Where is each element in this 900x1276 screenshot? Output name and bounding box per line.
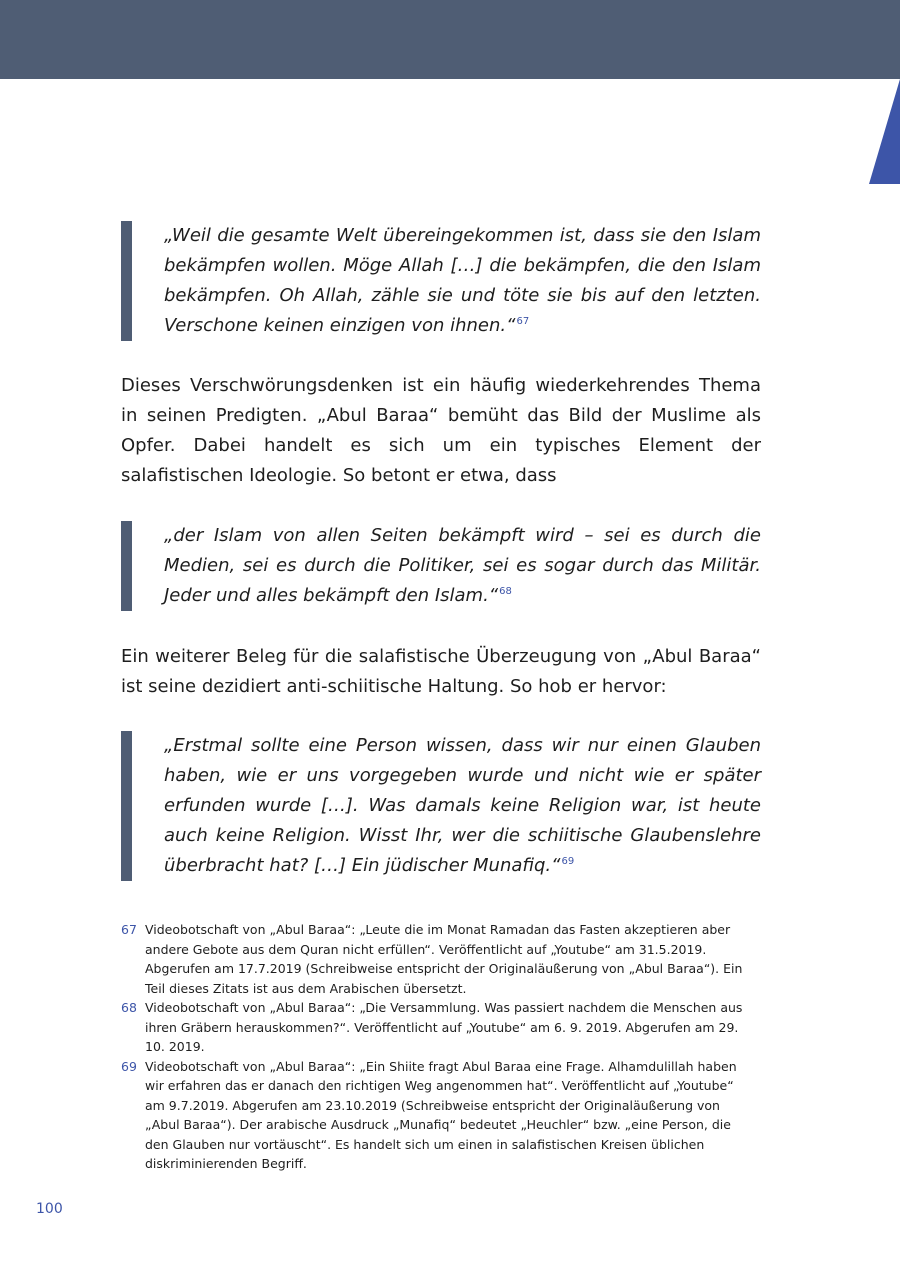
- footnote-number: 67: [121, 922, 137, 937]
- footnote-text: Videobotschaft von „Abul Baraa“: „Ein Shiite fragt Abul Baraa eine Frage. Alhamdulillah haben wir erfahren das er danach den richtigen Weg angenommen hat“. Veröffentlicht auf „Youtube“ am 9.7.2019. Abgerufen am 23.10.2019 (Schreibweise entspricht der Originaläußerung von „Abul Baraa“). Der arabische Ausdruck „Munafiq“ bedeutet „Heuchler“ bzw. „eine Person, die den Glauben nur vortäuscht“. Es handelt sich um einen in salafistischen Kreisen üblichen diskriminierenden Begriff.: [145, 1058, 737, 1171]
- blockquote-3-text: „Erstmal sollte eine Person wissen, dass wir nur einen Glauben haben, wie er uns vorgegeben wurde und nicht wie er später erfunden wurde […]. Was damals keine Religion war, ist heute auch keine Religion. Wisst Ihr, wer die schiitische Glaubenslehre überbracht hat? […] Ein jüdischer Munafiq.“: [164, 735, 761, 876]
- footnote-69: [121, 1057, 751, 1174]
- footnote-number: 69: [121, 1058, 137, 1074]
- footnote-67: [121, 920, 751, 998]
- blockquote-1: [121, 221, 761, 341]
- footnote-ref-69[interactable]: 69: [561, 856, 575, 867]
- footnote-text: Videobotschaft von „Abul Baraa“: „Die Versammlung. Was passiert nachdem die Menschen aus ihren Gräbern herauskommen?“. Veröffentlicht auf „Youtube“ am 6. 9. 2019. Abgerufen am 29. 10. 2019.: [145, 1000, 743, 1054]
- footnote-text: Videobotschaft von „Abul Baraa“: „Leute die im Monat Ramadan das Fasten akzeptieren aber andere Gebote aus dem Quran nicht erfüllen“. Veröffentlicht auf „Youtube“ am 31.5.2019. Abgerufen am 17.7.2019 (Schreibweise entspricht der Originaläußerung von „Abul Baraa“). Ein Teil dieses Zitats ist aus dem Arabischen übersetzt.: [145, 922, 743, 996]
- footnotes: [121, 920, 751, 1174]
- footnote-number: 68: [121, 1000, 137, 1015]
- paragraph-2: Ein weiterer Beleg für die salafistische Überzeugung von „Abul Baraa“ ist seine dezidiert anti-schiitische Haltung. So hob er hervor:: [121, 646, 761, 697]
- corner-tab-decoration: [869, 79, 900, 184]
- page-number: 100: [36, 1201, 63, 1217]
- blockquote-2-text: „der Islam von allen Seiten bekämpft wird – sei es durch die Medien, sei es durch die Politiker, sei es sogar durch das Militär. Jeder und alles bekämpft den Islam.“: [164, 525, 761, 606]
- footnote-68: [121, 998, 751, 1057]
- footnote-ref-67[interactable]: 67: [516, 316, 530, 327]
- blockquote-3: [121, 731, 761, 881]
- paragraph-1: Dieses Verschwörungsdenken ist ein häufig wiederkehrendes Thema in seinen Predigten. „Abul Baraa“ bemüht das Bild der Muslime als Opfer. Dabei handelt es sich um ein typisches Element der salafistischen Ideologie. So betont er etwa, dass: [121, 375, 761, 486]
- footnote-ref-68[interactable]: 68: [499, 586, 512, 597]
- blockquote-2: [121, 521, 761, 611]
- header-band: [0, 0, 900, 79]
- blockquote-1-text: „Weil die gesamte Welt übereingekommen ist, dass sie den Islam bekämpfen wollen. Möge Allah […] die bekämpfen, die den Islam bekämpfen. Oh Allah, zähle sie und töte sie bis auf den letzten. Verschone keinen einzigen von ihnen.“: [164, 225, 761, 336]
